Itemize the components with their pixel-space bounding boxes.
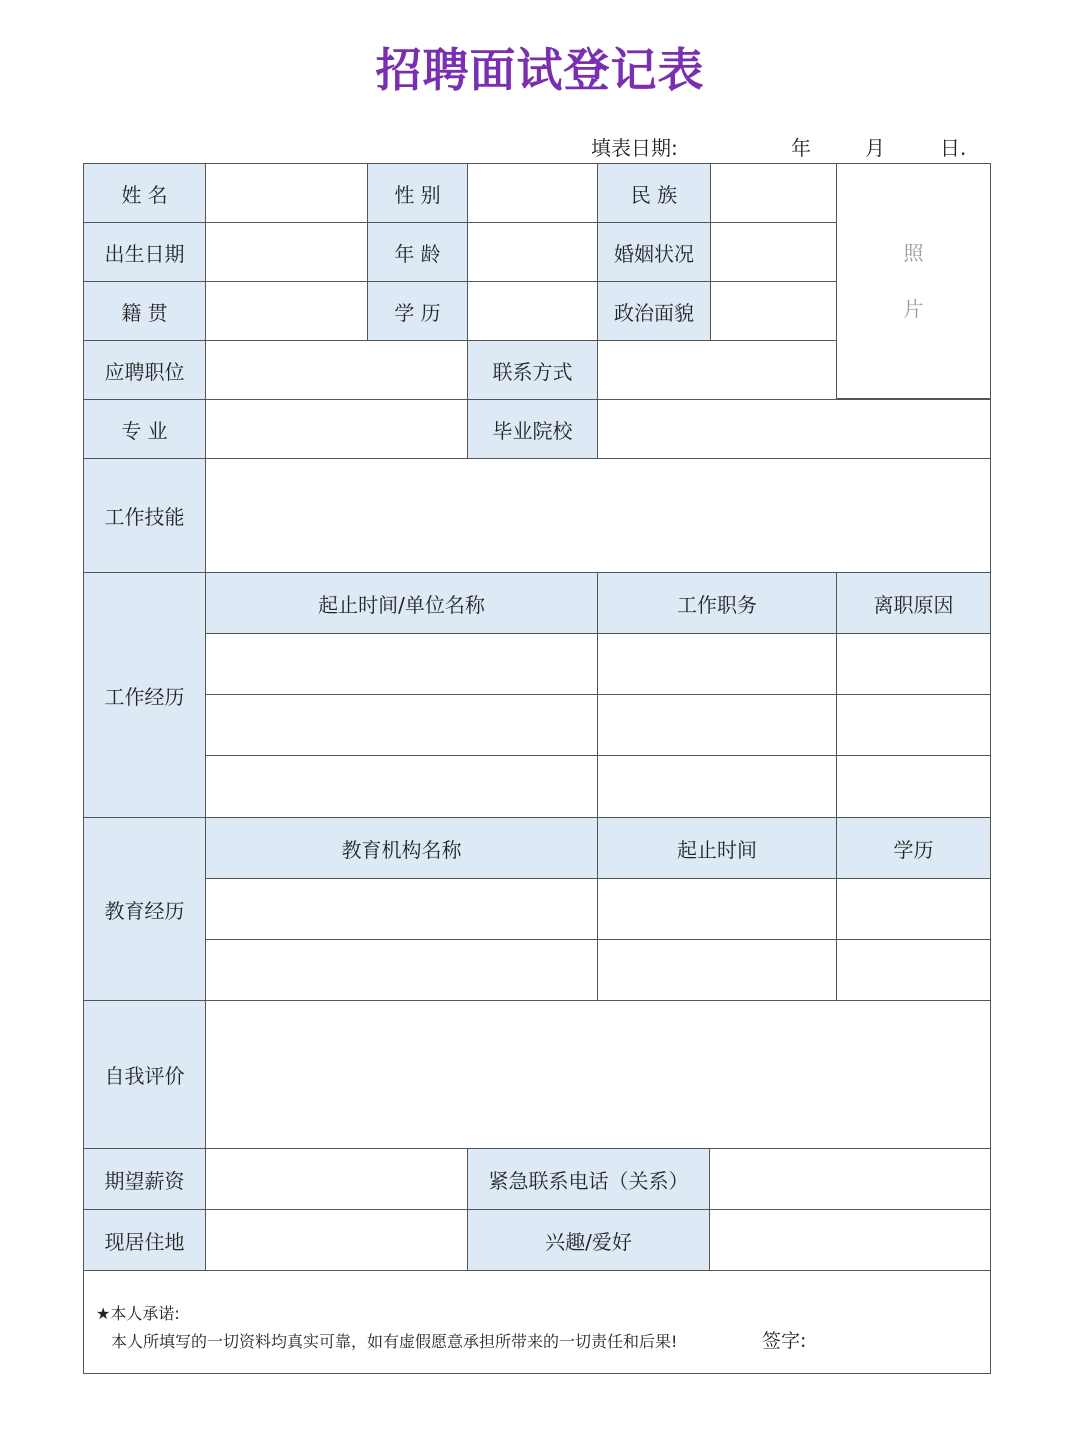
edu-header-period: 起止时间 [597,817,837,879]
work-row-3-period[interactable] [205,755,598,818]
page-title: 招聘面试登记表 [375,43,705,97]
pledge-heading: ★本人承诺: [96,1304,180,1323]
skills-field[interactable] [205,458,991,573]
gender-field[interactable] [467,163,598,223]
work-row-3-title[interactable] [597,755,837,818]
label-education: 学 历 [367,281,468,341]
origin-field[interactable] [205,281,368,341]
position-field[interactable] [205,340,468,400]
contact-field[interactable] [597,340,837,400]
label-school: 毕业院校 [467,399,598,459]
label-position: 应聘职位 [83,340,206,400]
label-name: 姓 名 [83,163,206,223]
date-year: 年 [791,136,811,160]
hobbies-field[interactable] [709,1209,991,1271]
label-political: 政治面貌 [597,281,711,341]
work-row-2-reason[interactable] [836,694,991,756]
signature-label[interactable]: 签字: [762,1330,807,1352]
photo-char-1: 照 [903,241,924,265]
work-header-title: 工作职务 [597,572,837,634]
photo-box[interactable] [836,163,991,399]
photo-char-2: 片 [903,297,924,321]
label-major: 专 业 [83,399,206,459]
salary-field[interactable] [205,1148,468,1210]
age-field[interactable] [467,222,598,282]
work-row-1-period[interactable] [205,633,598,695]
edu-header-institution: 教育机构名称 [205,817,598,879]
label-edu-history: 教育经历 [83,817,206,1001]
edu-row-2-institution[interactable] [205,939,598,1001]
label-emergency: 紧急联系电话（关系） [467,1148,710,1210]
work-row-2-period[interactable] [205,694,598,756]
pledge-box [83,1270,991,1374]
label-marital: 婚姻状况 [597,222,711,282]
date-month: 月 [865,136,885,160]
label-origin: 籍 贯 [83,281,206,341]
label-address: 现居住地 [83,1209,206,1271]
pledge-text: 本人所填写的一切资料均真实可靠，如有虚假愿意承担所带来的一切责任和后果! [111,1332,678,1351]
marital-field[interactable] [710,222,837,282]
edu-row-2-period[interactable] [597,939,837,1001]
work-row-1-reason[interactable] [836,633,991,695]
label-age: 年 龄 [367,222,468,282]
edu-row-1-institution[interactable] [205,878,598,940]
work-row-3-reason[interactable] [836,755,991,818]
label-salary: 期望薪资 [83,1148,206,1210]
political-field[interactable] [710,281,837,341]
label-ethnicity: 民 族 [597,163,711,223]
registration-form [83,163,991,1374]
label-work-history: 工作经历 [83,572,206,818]
label-skills: 工作技能 [83,458,206,573]
edu-header-degree: 学历 [836,817,991,879]
date-label: 填表日期: [591,136,678,160]
education-field[interactable] [467,281,598,341]
work-header-period: 起止时间/单位名称 [205,572,598,634]
label-contact: 联系方式 [467,340,598,400]
label-birth: 出生日期 [83,222,206,282]
label-hobbies: 兴趣/爱好 [467,1209,710,1271]
ethnicity-field[interactable] [710,163,837,223]
work-row-1-title[interactable] [597,633,837,695]
edu-row-1-period[interactable] [597,878,837,940]
label-gender: 性 别 [367,163,468,223]
birth-field[interactable] [205,222,368,282]
major-field[interactable] [205,399,468,459]
work-row-2-title[interactable] [597,694,837,756]
date-day: 日. [940,136,967,160]
address-field[interactable] [205,1209,468,1271]
school-field[interactable] [597,399,991,459]
work-header-reason: 离职原因 [836,572,991,634]
self-eval-field[interactable] [205,1000,991,1149]
emergency-field[interactable] [709,1148,991,1210]
edu-row-1-degree[interactable] [836,878,991,940]
name-field[interactable] [205,163,368,223]
label-self-eval: 自我评价 [83,1000,206,1149]
edu-row-2-degree[interactable] [836,939,991,1001]
